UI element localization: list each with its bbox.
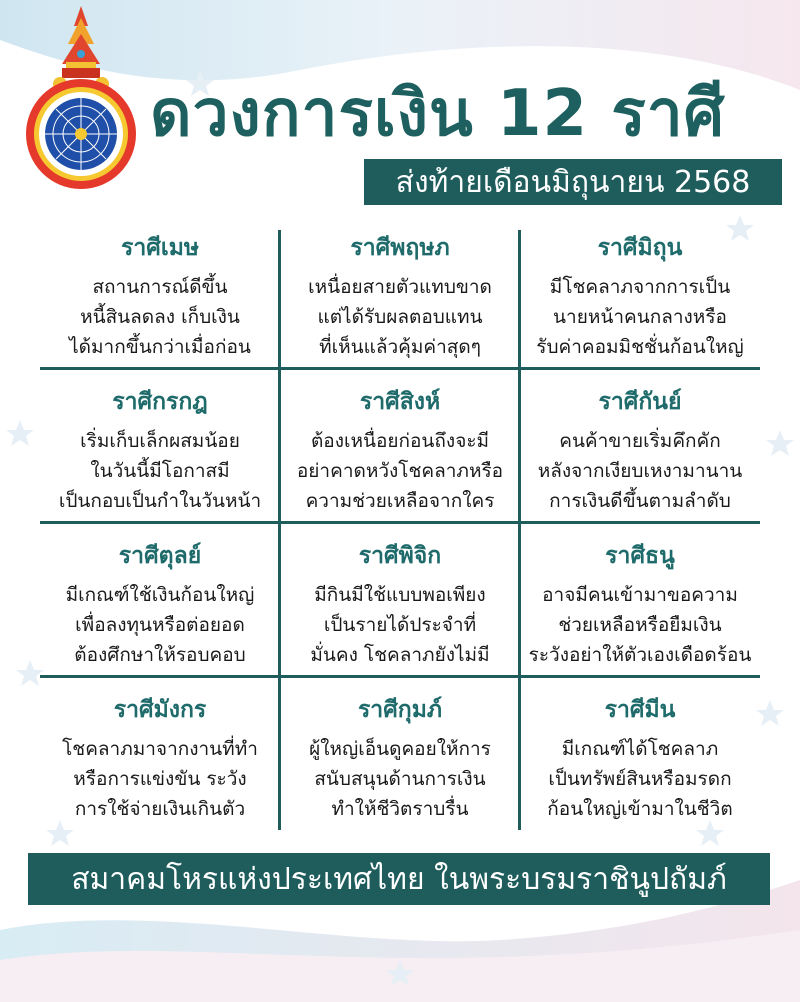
sign-description: มีเกณฑ์ใช้เงินก้อนใหญ่ เพื่อลงทุนหรือต่อยอด ต้องศึกษาให้รอบคอบ (65, 584, 255, 666)
sign-cell-virgo (520, 376, 760, 530)
sign-cell-pisces (520, 684, 760, 838)
sign-cell-sagittarius (520, 530, 760, 684)
sign-description: ผู้ใหญ่เอ็นดูคอยให้การ สนับสนุนด้านการเงิน ทำให้ชีวิตราบรื่น (309, 738, 491, 820)
grid-divider-vertical (518, 230, 521, 830)
sign-title: ราศีสิงห์ (359, 389, 441, 415)
sign-description: คนค้าขายเริ่มคึกคัก หลังจากเงียบเหงามานาน การเงินดีขึ้นตามลำดับ (537, 430, 743, 512)
grid-divider-horizontal (40, 675, 760, 678)
footer-text: สมาคมโหรแห่งประเทศไทย ในพระบรมราชินูปถัมภ์ (71, 861, 727, 897)
sign-cell-leo (280, 376, 520, 530)
sign-title: ราศีเมษ (120, 235, 200, 261)
sign-description: มีโชคลาภจากการเป็น นายหน้าคนกลางหรือ รับค่าคอมมิชชั่นก้อนใหญ่ (536, 276, 744, 358)
page-title: ดวงการเงิน 12 ราศี (150, 77, 726, 151)
grid-divider-horizontal (40, 367, 760, 370)
subtitle-text: ส่งท้ายเดือนมิถุนายน 2568 (395, 164, 751, 200)
zodiac-grid (40, 222, 760, 838)
sign-title: ราศีกุมภ์ (357, 697, 443, 723)
footer-banner (28, 853, 770, 905)
sign-title: ราศีพฤษภ (350, 235, 450, 261)
grid-divider-horizontal (40, 521, 760, 524)
sign-cell-libra (40, 530, 280, 684)
sign-cell-cancer (40, 376, 280, 530)
sign-title: ราศีธนู (605, 543, 675, 569)
sign-description: เริ่มเก็บเล็กผสมน้อย ในวันนี้มีโอกาสมี เป็นกอบเป็นกำในวันหน้า (58, 430, 262, 512)
sign-cell-gemini (520, 222, 760, 376)
sign-description: เหนื่อยสายตัวแทบขาด แต่ได้รับผลตอบแทน ที่เห็นแล้วคุ้มค่าสุดๆ (308, 276, 492, 358)
sign-description: มีเกณฑ์ได้โชคลาภ เป็นทรัพย์สินหรือมรดก ก้อนใหญ่เข้ามาในชีวิต (547, 738, 733, 820)
sign-title: ราศีตุลย์ (118, 543, 202, 569)
sign-title: ราศีกรกฎ (112, 389, 208, 415)
sign-description: โชคลาภมาจากงานที่ทำ หรือการแข่งขัน ระวัง การใช้จ่ายเงินเกินตัว (62, 738, 258, 820)
grid-divider-vertical (278, 230, 281, 830)
sign-cell-aquarius (280, 684, 520, 838)
sign-title: ราศีพิจิก (358, 543, 442, 569)
sign-description: ต้องเหนื่อยก่อนถึงจะมี อย่าคาดหวังโชคลาภหรือ ความช่วยเหลือจากใคร (296, 430, 504, 512)
sign-description: อาจมีคนเข้ามาขอความ ช่วยเหลือหรือยืมเงิน ระวังอย่าให้ตัวเองเดือดร้อน (528, 584, 752, 666)
sign-cell-aries (40, 222, 280, 376)
sign-title: ราศีมีน (604, 697, 676, 723)
sign-title: ราศีมิถุน (597, 235, 683, 261)
sign-title: ราศีมังกร (113, 697, 207, 723)
sign-cell-scorpio (280, 530, 520, 684)
association-logo (22, 4, 140, 192)
sign-description: สถานการณ์ดีขึ้น หนี้สินลดลง เก็บเงิน ได้มากขึ้นกว่าเมื่อก่อน (69, 276, 251, 358)
sign-description: มีกินมีใช้แบบพอเพียง เป็นรายได้ประจำที่ มั่นคง โชคลาภยังไม่มี (310, 584, 490, 666)
subtitle-banner (364, 159, 782, 205)
sign-title: ราศีกันย์ (598, 389, 682, 415)
sign-cell-capricorn (40, 684, 280, 838)
sign-cell-taurus (280, 222, 520, 376)
